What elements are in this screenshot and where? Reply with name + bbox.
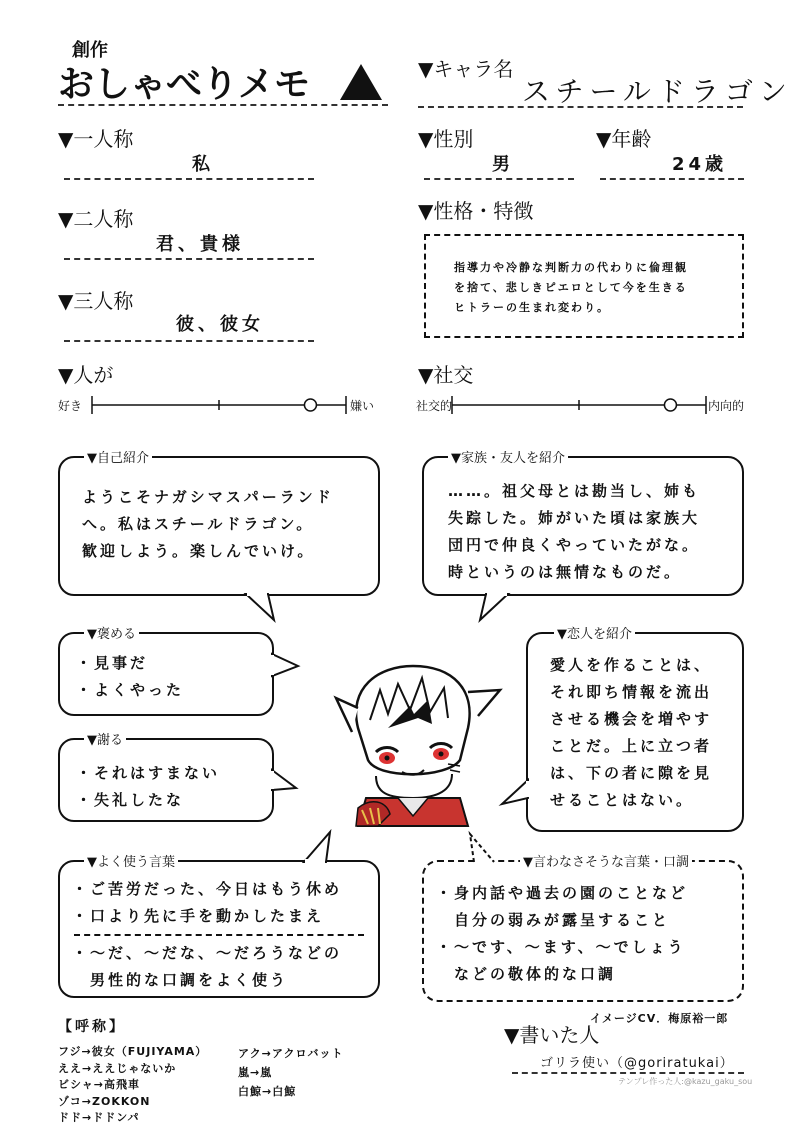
social-scale-label: ▼社交 xyxy=(418,363,474,387)
common-words-tail xyxy=(300,832,340,862)
family-intro-title: ▼家族・友人を紹介 xyxy=(448,447,568,466)
nickname-item: ドド→ドドンパ xyxy=(58,1111,140,1124)
family-intro-tail xyxy=(474,594,514,624)
self-intro-bubble xyxy=(58,451,380,596)
praise-bubble xyxy=(58,627,274,716)
praise-tail xyxy=(272,652,302,682)
social-scale-right: 内向的 xyxy=(708,399,745,413)
scale-marker xyxy=(664,399,676,411)
triangle-icon xyxy=(338,62,384,102)
personality-label: ▼性格・特徴 xyxy=(418,199,534,223)
gender-label: ▼性別 xyxy=(418,127,474,151)
nicknames-left-list xyxy=(58,1044,207,1127)
age-underline xyxy=(600,178,744,180)
self-intro-tail xyxy=(244,594,284,624)
scale-marker xyxy=(304,399,316,411)
template-credit: テンプレ作った人:@kazu_gaku_sou xyxy=(618,1077,753,1086)
nickname-item: アク→アクロバット xyxy=(238,1047,344,1060)
praise-text: ・見事だ ・よくやった xyxy=(76,654,185,699)
title-underline xyxy=(58,104,388,106)
personality-box xyxy=(424,234,744,338)
people-scale-right: 嫌い xyxy=(350,399,375,413)
nickname-item: ええ→ええじゃないか xyxy=(58,1061,177,1075)
common-words-bubble xyxy=(58,855,380,998)
gender-underline xyxy=(424,178,574,180)
author-label: ▼書いた人 xyxy=(504,1023,600,1047)
common-words-text-bottom: ・～だ、～だな、～だろうなどの 男性的な口調をよく使う xyxy=(72,944,343,989)
gender-value: 男 xyxy=(492,154,514,175)
first-person-underline xyxy=(64,178,314,180)
lover-intro-title: ▼恋人を紹介 xyxy=(554,623,635,642)
family-intro-text: ……。祖父母とは勘当し、姉も 失踪した。姉がいた頃は家族大 団円で仲良くやっていたがな。 時というのは無情なものだ。 xyxy=(448,482,701,581)
self-intro-title: ▼自己紹介 xyxy=(84,447,152,466)
common-words-title: ▼よく使う言葉 xyxy=(84,851,178,870)
age-value: 24歳 xyxy=(672,154,728,175)
family-intro-bubble xyxy=(422,451,744,596)
apology-text: ・それはすまない ・失礼したな xyxy=(76,764,221,809)
people-scale-bar xyxy=(92,394,346,416)
personality-text: 指導力や冷静な判断力の代わりに倫理観 を捨て、悲しきピエロとして今を生きる ヒトラーの生まれ変わり。 xyxy=(454,261,688,314)
people-scale-left: 好き xyxy=(58,399,83,413)
page-title: おしゃべりメモ xyxy=(58,64,311,105)
apology-title: ▼謝る xyxy=(84,729,126,748)
lover-intro-bubble xyxy=(526,627,744,832)
nickname-item: 嵐→嵐 xyxy=(238,1066,273,1079)
chara-name-label: ▼キャラ名 xyxy=(418,57,514,81)
apology-bubble xyxy=(58,733,274,822)
praise-title: ▼褒める xyxy=(84,623,139,642)
chara-name-underline xyxy=(418,106,743,108)
social-scale-left: 社交的 xyxy=(416,399,453,413)
lover-intro-text: 愛人を作ることは、 それ即ち情報を流出 させる機会を増やす ことだ。上に立つ者 は、下の者に隙を見 せることはない。 xyxy=(550,656,713,809)
self-intro-text: ようこそナガシマスパーランド へ。私はスチールドラゴン。 歓迎しよう。楽しんでいけ。 xyxy=(82,488,334,560)
third-person-underline xyxy=(64,340,314,342)
nickname-item: フジ→彼女（FUJIYAMA） xyxy=(58,1045,208,1058)
author-underline xyxy=(512,1072,744,1074)
unlikely-words-text: ・身内話や過去の園のことなど 自分の弱みが露呈すること ・～です、～ます、～でしょう などの敬体的な口調 xyxy=(436,884,689,983)
first-person-value: 私 xyxy=(192,154,214,175)
voice-credit: イメージCV．梅原裕一郎 xyxy=(590,1012,729,1025)
nickname-item: ビシャ→高飛車 xyxy=(58,1078,140,1091)
unlikely-words-tail xyxy=(466,832,506,862)
third-person-label: ▼三人称 xyxy=(58,289,134,313)
second-person-value: 君、貴様 xyxy=(156,234,244,255)
second-person-label: ▼二人称 xyxy=(58,207,134,231)
common-words-divider xyxy=(74,934,364,936)
header-sub: 創作 xyxy=(72,40,108,61)
apology-tail xyxy=(272,768,302,798)
nickname-item: ゾコ→ZOKKON xyxy=(58,1094,151,1108)
unlikely-words-bubble xyxy=(422,855,744,1002)
common-words-text-top: ・ご苦労だった、今日はもう休め ・口より先に手を動かしたまえ xyxy=(72,880,343,925)
age-label: ▼年齢 xyxy=(596,127,652,151)
nickname-item: 白鯨→白鯨 xyxy=(238,1085,297,1098)
social-scale-bar xyxy=(452,394,706,416)
character-illustration xyxy=(318,648,508,838)
author-value: ゴリラ使い（@goriratukai） xyxy=(540,1056,734,1071)
chara-name-value: スチールドラゴン xyxy=(522,75,793,108)
nicknames-title: 【呼称】 xyxy=(58,1019,126,1035)
third-person-value: 彼、彼女 xyxy=(176,314,264,335)
unlikely-words-title: ▼言わなさそうな言葉・口調 xyxy=(520,851,692,870)
people-scale-label: ▼人が xyxy=(58,363,114,387)
nicknames-right-list xyxy=(238,1044,344,1101)
second-person-underline xyxy=(64,258,314,260)
first-person-label: ▼一人称 xyxy=(58,127,134,151)
